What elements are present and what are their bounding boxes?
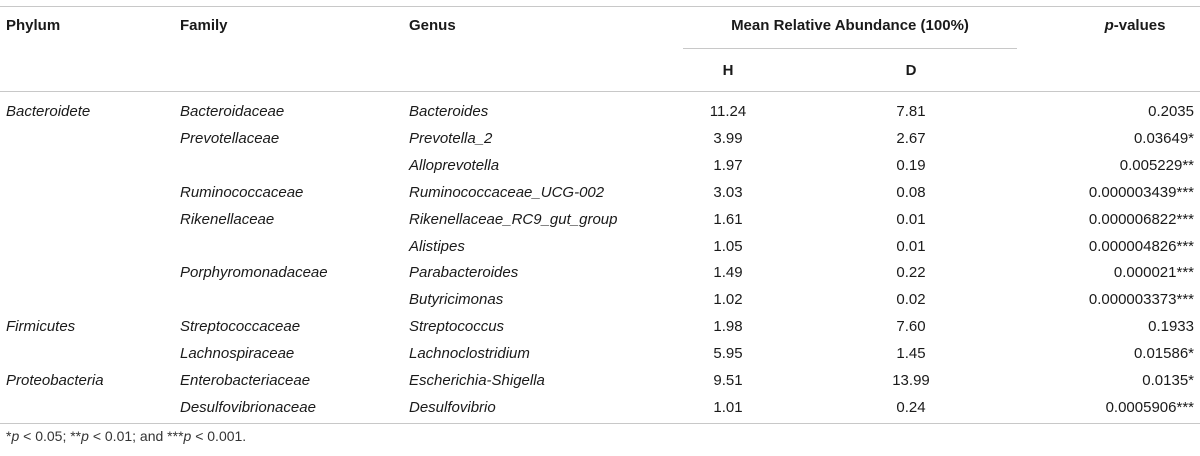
cell-genus: Alloprevotella bbox=[409, 157, 500, 174]
cell-d: 0.22 bbox=[896, 264, 926, 281]
cell-h: 1.01 bbox=[713, 399, 743, 416]
cell-h: 3.99 bbox=[713, 130, 743, 147]
header-bottom-rule bbox=[0, 91, 1200, 92]
footnote-text: *p < 0.05; **p < 0.01; and ***p < 0.001. bbox=[6, 428, 247, 444]
cell-family: Enterobacteriaceae bbox=[180, 372, 311, 389]
cell-h: 9.51 bbox=[713, 372, 743, 389]
cell-d: 0.02 bbox=[896, 291, 926, 308]
cell-family: Bacteroidaceae bbox=[180, 103, 285, 120]
header-p-rest: -values bbox=[1113, 17, 1166, 34]
cell-genus: Parabacteroides bbox=[409, 264, 519, 281]
cell-p: 0.000021*** bbox=[1113, 264, 1194, 281]
table-footnote bbox=[6, 428, 246, 444]
cell-d: 0.01 bbox=[896, 238, 926, 255]
cell-p: 0.1933 bbox=[1148, 318, 1194, 335]
cell-p: 0.000003439*** bbox=[1088, 184, 1194, 201]
cell-genus: Streptococcus bbox=[409, 318, 505, 335]
cell-p: 0.01586* bbox=[1133, 345, 1194, 362]
cell-family: Ruminococcaceae bbox=[180, 184, 304, 201]
header-p-values bbox=[1080, 16, 1190, 36]
cell-family: Desulfovibrionaceae bbox=[180, 399, 316, 416]
cell-h: 1.98 bbox=[713, 318, 743, 335]
cell-h: 1.02 bbox=[713, 291, 743, 308]
cell-p: 0.000004826*** bbox=[1088, 238, 1194, 255]
cell-genus: Lachnoclostridium bbox=[409, 345, 530, 362]
header-phylum: Phylum bbox=[6, 17, 61, 34]
cell-d: 7.81 bbox=[896, 103, 926, 120]
cell-p: 0.000003373*** bbox=[1088, 291, 1194, 308]
top-rule bbox=[0, 6, 1200, 7]
cell-genus: Rikenellaceae_RC9_gut_group bbox=[409, 211, 618, 228]
cell-genus: Butyricimonas bbox=[409, 291, 504, 308]
cell-phylum: Proteobacteria bbox=[6, 372, 104, 389]
cell-genus: Ruminococcaceae_UCG-002 bbox=[409, 184, 605, 201]
cell-p: 0.2035 bbox=[1148, 103, 1194, 120]
header-mean-relative-abundance: Mean Relative Abundance (100%) bbox=[731, 17, 969, 34]
cell-p: 0.0005906*** bbox=[1105, 399, 1194, 416]
header-family: Family bbox=[180, 17, 228, 34]
header-genus: Genus bbox=[409, 17, 456, 34]
cell-h: 5.95 bbox=[713, 345, 743, 362]
cell-h: 1.97 bbox=[713, 157, 743, 174]
cell-family: Prevotellaceae bbox=[180, 130, 280, 147]
cell-h: 3.03 bbox=[713, 184, 743, 201]
cell-genus: Bacteroides bbox=[409, 103, 489, 120]
cell-h: 1.49 bbox=[713, 264, 743, 281]
cell-family: Porphyromonadaceae bbox=[180, 264, 328, 281]
cell-d: 1.45 bbox=[896, 345, 926, 362]
cell-genus: Escherichia-Shigella bbox=[409, 372, 545, 389]
cell-phylum: Firmicutes bbox=[6, 318, 76, 335]
abundance-group-rule bbox=[683, 48, 1017, 49]
header-d: D bbox=[905, 62, 917, 79]
cell-p: 0.000006822*** bbox=[1088, 211, 1194, 228]
cell-p: 0.03649* bbox=[1133, 130, 1194, 147]
cell-h: 1.05 bbox=[713, 238, 743, 255]
cell-genus: Desulfovibrio bbox=[409, 399, 496, 416]
header-h: H bbox=[722, 62, 734, 79]
cell-d: 0.01 bbox=[896, 211, 926, 228]
cell-d: 2.67 bbox=[896, 130, 926, 147]
cell-d: 0.19 bbox=[896, 157, 926, 174]
cell-d: 0.24 bbox=[896, 399, 926, 416]
header-p-italic: p bbox=[1104, 17, 1114, 34]
cell-family: Lachnospiraceae bbox=[180, 345, 295, 362]
cell-p: 0.005229** bbox=[1119, 157, 1194, 174]
cell-d: 7.60 bbox=[896, 318, 926, 335]
cell-genus: Prevotella_2 bbox=[409, 130, 493, 147]
cell-d: 13.99 bbox=[892, 372, 930, 389]
cell-family: Rikenellaceae bbox=[180, 211, 275, 228]
cell-genus: Alistipes bbox=[409, 238, 465, 255]
cell-d: 0.08 bbox=[896, 184, 926, 201]
cell-h: 1.61 bbox=[713, 211, 743, 228]
cell-h: 11.24 bbox=[709, 103, 747, 120]
cell-phylum: Bacteroidete bbox=[6, 103, 91, 120]
cell-family: Streptococcaceae bbox=[180, 318, 301, 335]
cell-p: 0.0135* bbox=[1142, 372, 1194, 389]
bottom-rule bbox=[0, 423, 1200, 424]
